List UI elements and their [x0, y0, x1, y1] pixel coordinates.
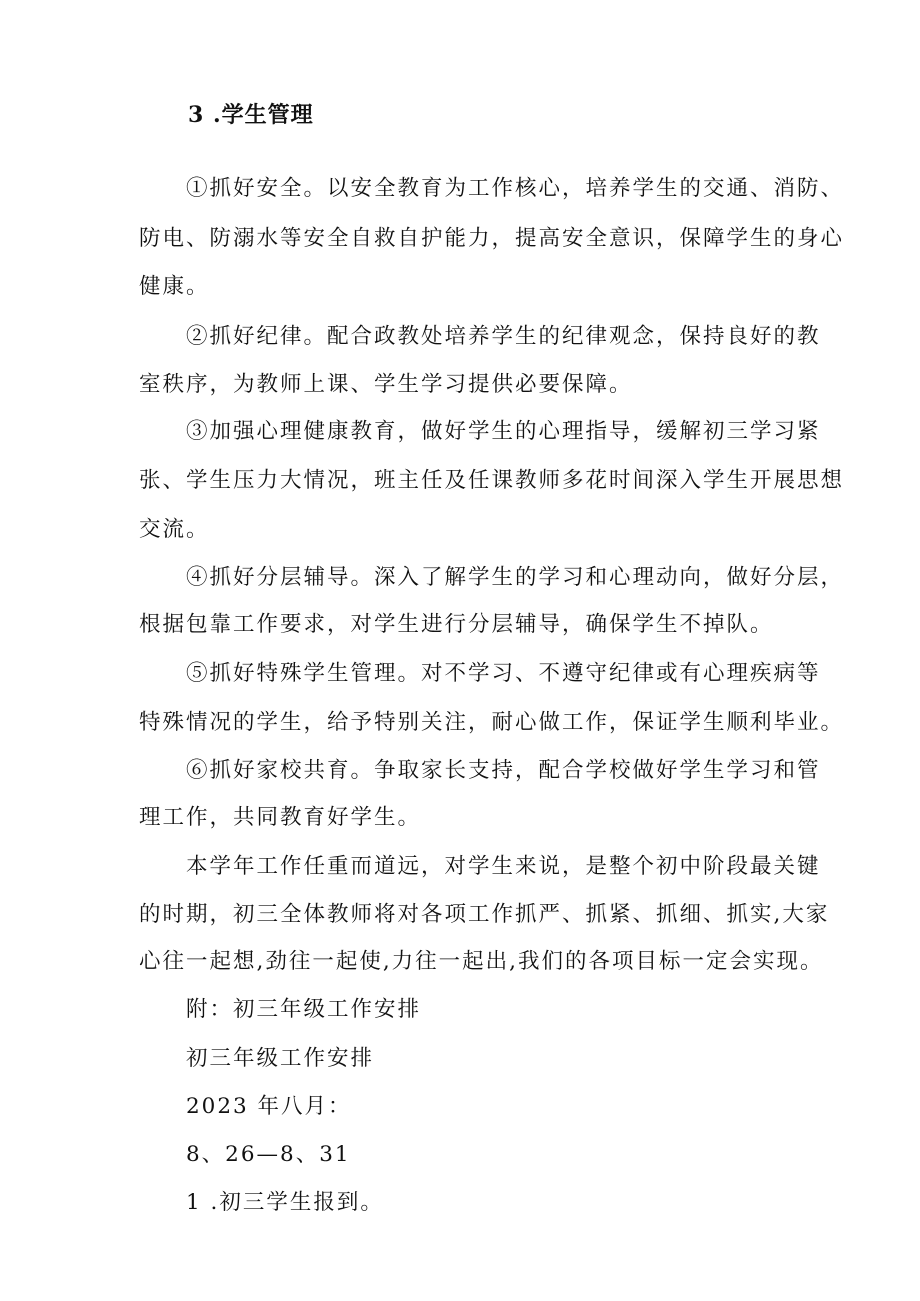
item-5-line-1: ⑤抓好特殊学生管理。对不学习、不遵守纪律或有心理疾病等	[186, 661, 821, 686]
item-6-line-2: 理工作，共同教育好学生。	[139, 805, 422, 830]
item-1-line-2: 防电、防溺水等安全自救自护能力，提高安全意识，保障学生的身心	[139, 226, 845, 251]
schedule-task-1: 1 .初三学生报到。	[186, 1190, 384, 1215]
appendix-note: 附：初三年级工作安排	[186, 997, 422, 1022]
item-1-line-3: 健康。	[139, 274, 210, 299]
item-3-line-3: 交流。	[139, 517, 210, 542]
item-2-line-2: 室秩序，为教师上课、学生学习提供必要保障。	[139, 372, 633, 397]
schedule-title: 初三年级工作安排	[186, 1046, 375, 1071]
conclusion-line-2: 的时期，初三全体教师将对各项工作抓严、抓紧、抓细、抓实,大家	[139, 902, 830, 927]
item-6-line-1: ⑥抓好家校共育。争取家长支持，配合学校做好学生学习和管	[186, 758, 821, 783]
conclusion-line-1: 本学年工作任重而道远，对学生来说，是整个初中阶段最关键	[186, 854, 821, 879]
schedule-month: 2023 年八月：	[186, 1094, 352, 1119]
item-3-line-1: ③加强心理健康教育，做好学生的心理指导，缓解初三学习紧	[186, 419, 821, 444]
item-4-line-1: ④抓好分层辅导。深入了解学生的学习和心理动向，做好分层，	[186, 565, 845, 590]
schedule-date-range: 8、26—8、31	[186, 1142, 351, 1167]
item-3-line-2: 张、学生压力大情况，班主任及任课教师多花时间深入学生开展思想	[139, 468, 845, 493]
item-2-line-1: ②抓好纪律。配合政教处培养学生的纪律观念，保持良好的教	[186, 324, 821, 349]
item-5-line-2: 特殊情况的学生，给予特别关注，耐心做工作，保证学生顺利毕业。	[139, 710, 845, 735]
item-4-line-2: 根据包靠工作要求，对学生进行分层辅导，确保学生不掉队。	[139, 612, 774, 637]
section-heading: 3 .学生管理	[188, 102, 314, 128]
conclusion-line-3: 心往一起想,劲往一起使,力往一起出,我们的各项目标一定会实现。	[139, 949, 824, 974]
item-1-line-1: ①抓好安全。以安全教育为工作核心，培养学生的交通、消防、	[186, 176, 845, 201]
